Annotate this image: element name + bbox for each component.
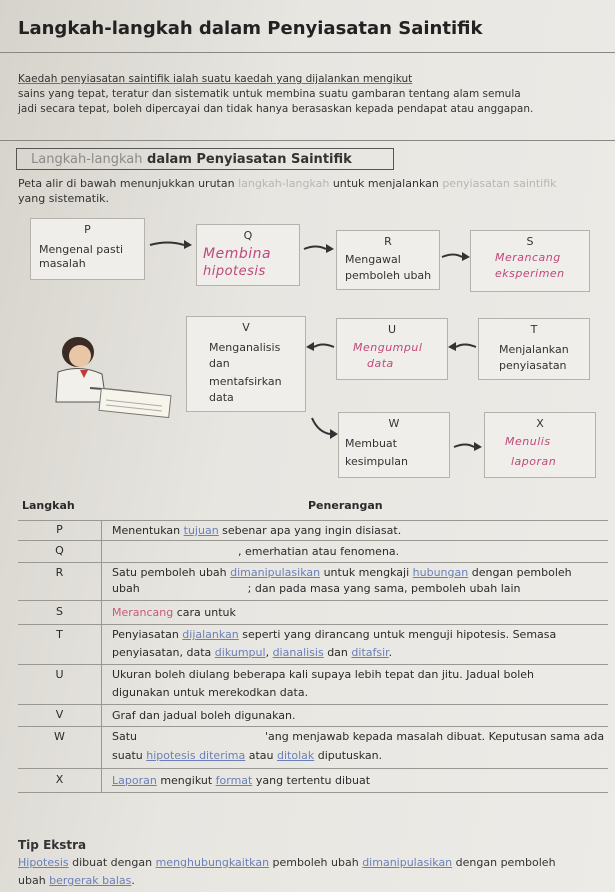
intro-paragraph [18, 72, 608, 117]
cell-text: Graf dan jadual boleh digunakan. [112, 709, 296, 722]
cell-text: diputuskan. [314, 749, 383, 762]
cell-text: hubungan [412, 566, 469, 579]
table-row [18, 624, 608, 665]
tip-text: dimanipulasikan [362, 856, 453, 869]
flow-text: penyiasatan [499, 359, 567, 372]
flow-text: Menjalankan [499, 343, 569, 356]
flow-arrow-icon [448, 338, 478, 354]
step-letter: V [55, 708, 64, 721]
cell-text: Penyiasatan [112, 628, 183, 641]
tip-text: dibuat dengan [68, 856, 156, 869]
flow-box-q [196, 224, 300, 286]
flow-box-w [338, 412, 450, 478]
flow-text: data [209, 391, 234, 404]
table-header: Langkah [22, 499, 75, 512]
divider [0, 140, 615, 141]
flow-box-s [470, 230, 590, 292]
section-heading-prefix: Langkah-langkah [31, 152, 143, 167]
cell-text: yang tertentu dibuat [252, 774, 371, 787]
step-letter: T [56, 628, 63, 641]
table-row [18, 664, 608, 705]
cell-text: cara untuk [173, 606, 236, 619]
handwritten-answer: eksperimen [495, 267, 565, 280]
step-letter: R [55, 566, 64, 579]
instruction-text: Peta alir di bawah menunjukkan urutan [18, 177, 239, 190]
cell-text: ditafsir [351, 646, 389, 659]
flow-arrow-icon [302, 240, 336, 256]
step-letter: P [56, 523, 63, 536]
flow-text: pemboleh ubah [345, 269, 432, 282]
cell-text: digunakan untuk merekodkan data. [112, 686, 309, 699]
step-letter: W [54, 730, 65, 743]
handwritten-answer: Merancang [495, 251, 561, 264]
cell-text: , [265, 646, 273, 659]
table-row [18, 520, 608, 541]
flow-letter: R [384, 235, 392, 248]
flow-letter: Q [243, 229, 253, 242]
page-title: Langkah-langkah dalam Penyiasatan Saintifik [18, 18, 483, 39]
flow-arrow-icon [306, 338, 336, 354]
flow-text: dan [209, 357, 230, 370]
flow-box-r [336, 230, 440, 290]
flow-text: Mengenal pasti [39, 243, 124, 256]
intro-line-2: sains yang tepat, teratur dan sistematik untuk membina suatu gambaran tentang alam semula [18, 88, 521, 100]
tip-title: Tip Ekstra [18, 838, 87, 852]
flow-text: kesimpulan [345, 455, 408, 468]
tip-text: dengan pemboleh [452, 856, 556, 869]
cell-text: ; dan pada masa yang sama, pemboleh ubah lain [247, 582, 521, 595]
flow-arrow-icon [148, 236, 194, 252]
flow-text: Menganalisis [209, 341, 281, 354]
handwritten-answer: Mengumpul [353, 341, 423, 354]
flow-box-t [478, 318, 590, 380]
intro-line-3: jadi secara tepat, boleh dipercayai dan tidak hanya berasaskan kepada pendapat atau anggapan. [18, 103, 534, 115]
step-letter: X [55, 773, 64, 786]
handwritten-answer: Merancang [112, 606, 174, 619]
table-row [18, 726, 608, 769]
cell-text: untuk mengkaji [320, 566, 413, 579]
tip-text: menghubungkaitkan [155, 856, 270, 869]
table-row [18, 768, 608, 793]
flow-arrow-icon [440, 248, 472, 264]
cell-text: sebenar apa yang ingin disiasat. [218, 524, 402, 537]
handwritten-answer: data [367, 357, 394, 370]
cell-text: atau [245, 749, 277, 762]
table-row [18, 704, 608, 727]
step-letter: U [55, 668, 64, 681]
tip-line [18, 874, 615, 887]
step-letter: Q [55, 544, 64, 557]
flow-text: masalah [39, 257, 86, 270]
flow-box-p [30, 218, 145, 280]
cell-text: Laporan [112, 774, 157, 787]
cell-text: dijalankan [182, 628, 239, 641]
section-heading [16, 148, 394, 170]
flow-letter: S [526, 235, 534, 248]
cell-text: mengikut [156, 774, 216, 787]
cell-text: . [388, 646, 393, 659]
flow-text: Membuat [345, 437, 397, 450]
cell-text: penyiasatan, data [112, 646, 215, 659]
table-row [18, 562, 608, 601]
flow-letter: U [387, 323, 397, 336]
instruction-faint-text: langkah-langkah [238, 177, 330, 190]
flow-letter: V [242, 321, 250, 334]
flow-letter: P [84, 223, 91, 236]
flow-arrow-icon [452, 438, 484, 454]
cell-text: Satu pemboleh ubah [112, 566, 231, 579]
cell-text: hipotesis diterima [146, 749, 246, 762]
table-row [18, 540, 608, 563]
cell-text: dimanipulasikan [230, 566, 321, 579]
handwritten-answer: Menulis [505, 435, 551, 448]
table-row [18, 600, 608, 625]
cell-text: dengan pemboleh [468, 566, 572, 579]
cell-text: , emerhatian atau fenomena. [238, 545, 400, 558]
cell-text: 'ang menjawab kepada masalah dibuat. Keputusan sama ada [265, 730, 605, 743]
cell-text: dikumpul [214, 646, 266, 659]
tip-text: Hipotesis [18, 856, 69, 869]
flow-instruction [18, 176, 608, 206]
flow-letter: W [388, 417, 400, 430]
instruction-faint-text: penyiasatan saintifik [442, 177, 557, 190]
cell-text: ditolak [277, 749, 315, 762]
handwritten-answer: hipotesis [203, 264, 266, 279]
cell-text: Menentukan [112, 524, 184, 537]
flow-letter: X [536, 417, 544, 430]
cell-text: dianalisis [272, 646, 324, 659]
section-heading-suffix: dalam Penyiasatan Saintifik [142, 152, 352, 167]
cell-text: Satu [112, 730, 138, 743]
flow-box-v [186, 316, 306, 412]
flow-text: mentafsirkan [209, 375, 282, 388]
tip-line [18, 856, 615, 869]
flow-text: Mengawal [345, 253, 401, 266]
handwritten-answer: laporan [511, 455, 557, 468]
flow-arrow-icon [310, 416, 340, 442]
flow-letter: T [530, 323, 538, 336]
tip-text: pemboleh ubah [269, 856, 363, 869]
tip-text: . [131, 874, 135, 887]
flow-box-u [336, 318, 448, 380]
intro-line-1: Kaedah penyiasatan saintifik ialah suatu kaedah yang dijalankan mengikut [18, 73, 413, 85]
cell-text: format [215, 774, 253, 787]
student-illustration [40, 330, 180, 420]
cell-text: tujuan [183, 524, 219, 537]
flow-box-x [484, 412, 596, 478]
handwritten-answer: Membina [203, 246, 272, 262]
step-letter: S [56, 605, 63, 618]
cell-text: ubah [112, 582, 140, 595]
cell-text: suatu [112, 749, 147, 762]
cell-text: Ukuran boleh diulang beberapa kali supaya lebih tepat dan jitu. Jadual boleh [112, 668, 534, 681]
tip-text: bergerak balas [49, 874, 132, 887]
tip-text: ubah [18, 874, 50, 887]
cell-text: dan [323, 646, 352, 659]
cell-text: seperti yang dirancang untuk menguji hipotesis. Semasa [238, 628, 557, 641]
instruction-text: untuk menjalankan [329, 177, 443, 190]
instruction-text: yang sistematik. [18, 192, 109, 205]
divider [0, 52, 615, 53]
table-header-row [18, 492, 608, 521]
table-header: Penerangan [308, 499, 383, 512]
